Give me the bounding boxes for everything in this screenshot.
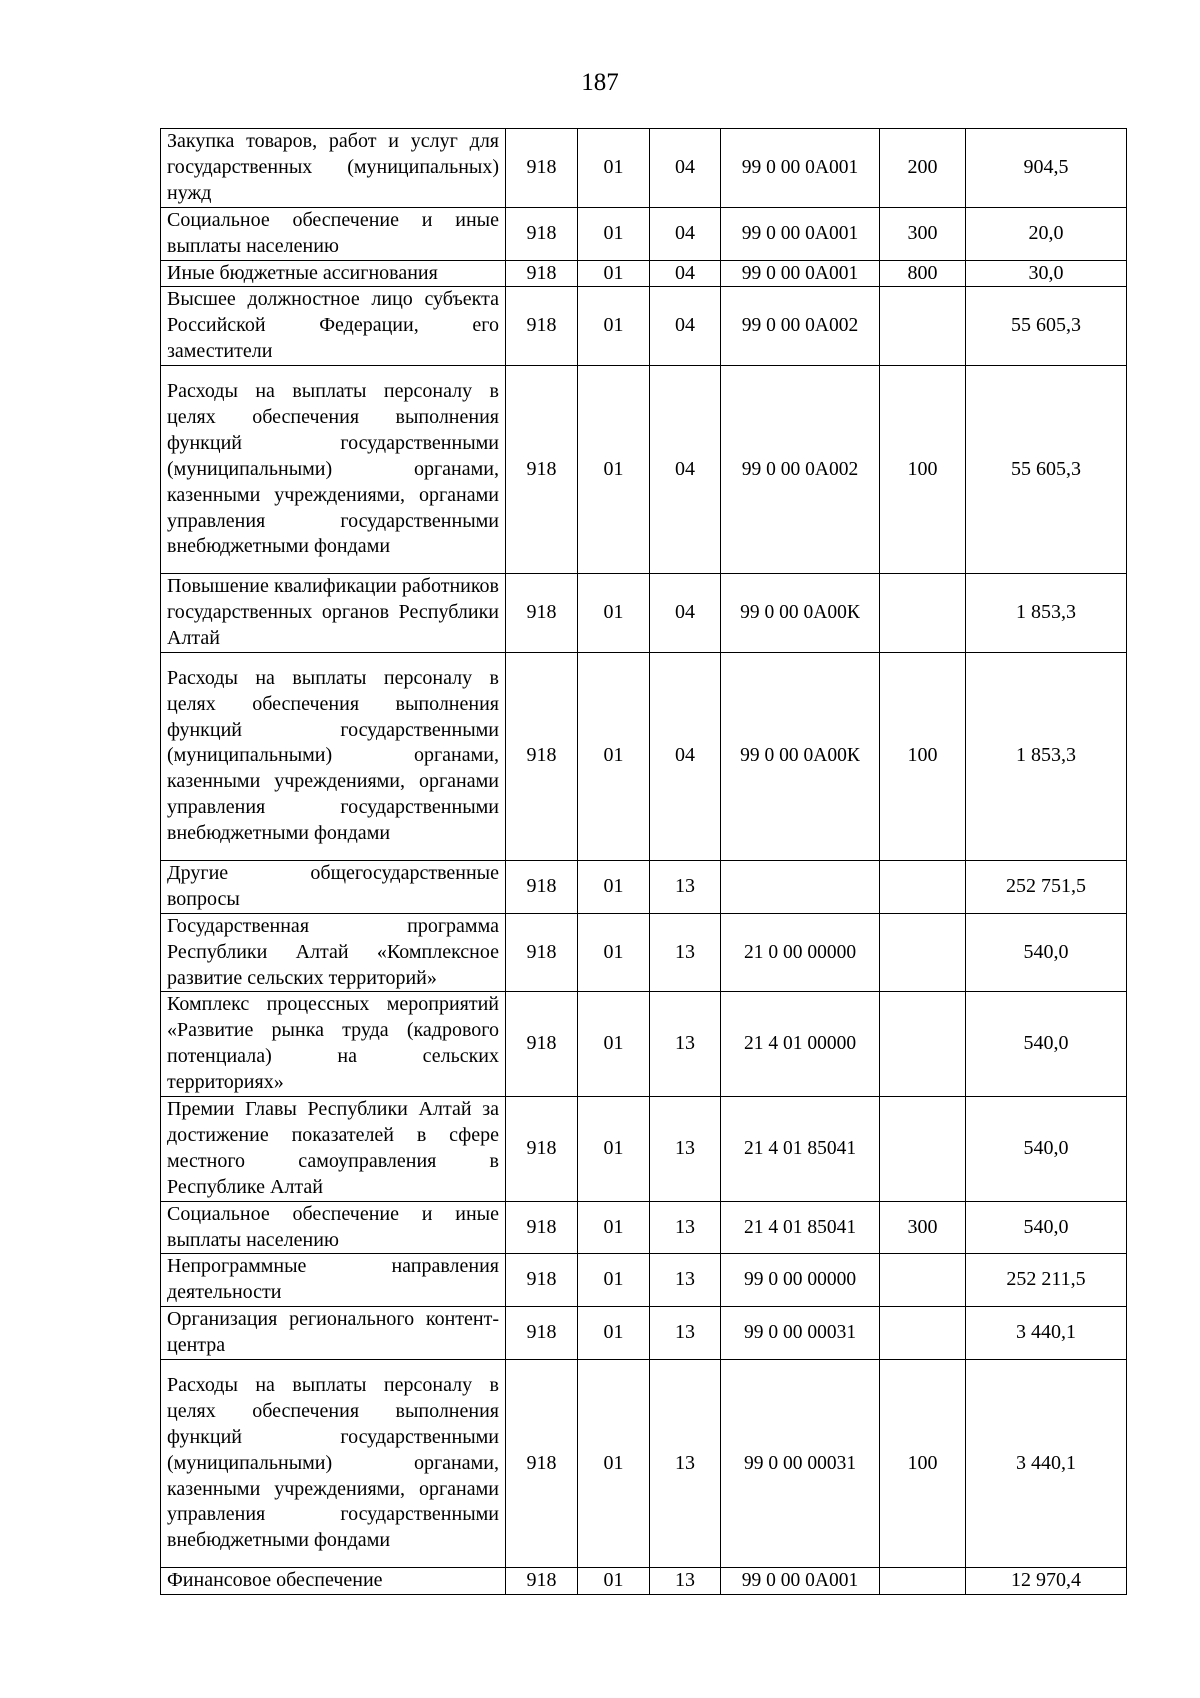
cell-gr: 918: [506, 1201, 578, 1254]
cell-sum: 30,0: [966, 260, 1127, 287]
cell-name: Расходы на выплаты персоналу в целях обеспечения выполнения функций государственными (муниципальными) органами, казенными учреждениями, органами управления государственными внебюджетными фондами: [161, 1360, 506, 1568]
cell-csr: 99 0 00 0А001: [721, 1568, 880, 1595]
cell-sum: 252 751,5: [966, 860, 1127, 913]
table-row: [161, 1568, 1127, 1595]
table-row: [161, 574, 1127, 653]
cell-sum: 540,0: [966, 1201, 1127, 1254]
cell-gr: 918: [506, 1254, 578, 1307]
cell-rz: 01: [578, 1254, 650, 1307]
cell-name: Другие общегосударственные вопросы: [161, 860, 506, 913]
table-row: [161, 207, 1127, 260]
cell-csr: 99 0 00 0А00К: [721, 652, 880, 860]
table-row: [161, 366, 1127, 574]
cell-name: Расходы на выплаты персоналу в целях обеспечения выполнения функций государственными (муниципальными) органами, казенными учреждениями, органами управления государственными внебюджетными фондами: [161, 652, 506, 860]
cell-gr: 918: [506, 913, 578, 992]
cell-vr: [880, 1254, 966, 1307]
cell-pr: 13: [650, 1360, 721, 1568]
cell-name: Социальное обеспечение и иные выплаты населению: [161, 207, 506, 260]
cell-name: Повышение квалификации работников государственных органов Республики Алтай: [161, 574, 506, 653]
cell-name: Государственная программа Республики Алтай «Комплексное развитие сельских территорий»: [161, 913, 506, 992]
cell-gr: 918: [506, 860, 578, 913]
cell-name: Непрограммные направления деятельности: [161, 1254, 506, 1307]
table-row: [161, 860, 1127, 913]
cell-rz: 01: [578, 287, 650, 366]
cell-gr: 918: [506, 1097, 578, 1202]
cell-name: Организация регионального контент-центра: [161, 1307, 506, 1360]
cell-pr: 13: [650, 1201, 721, 1254]
cell-sum: 1 853,3: [966, 652, 1127, 860]
cell-csr: 99 0 00 00031: [721, 1360, 880, 1568]
cell-name: Премии Главы Республики Алтай за достижение показателей в сфере местного самоуправления в Республике Алтай: [161, 1097, 506, 1202]
cell-vr: 200: [880, 129, 966, 208]
cell-rz: 01: [578, 129, 650, 208]
cell-sum: 3 440,1: [966, 1360, 1127, 1568]
table-row: [161, 992, 1127, 1097]
cell-vr: 300: [880, 1201, 966, 1254]
cell-pr: 04: [650, 129, 721, 208]
table-row: [161, 1254, 1127, 1307]
cell-sum: 540,0: [966, 1097, 1127, 1202]
cell-gr: 918: [506, 574, 578, 653]
cell-sum: 55 605,3: [966, 366, 1127, 574]
cell-gr: 918: [506, 129, 578, 208]
cell-sum: 3 440,1: [966, 1307, 1127, 1360]
cell-vr: [880, 1097, 966, 1202]
cell-csr: 99 0 00 0А001: [721, 207, 880, 260]
cell-vr: [880, 1568, 966, 1595]
cell-csr: 21 4 01 85041: [721, 1201, 880, 1254]
cell-csr: 21 4 01 00000: [721, 992, 880, 1097]
cell-sum: 540,0: [966, 992, 1127, 1097]
cell-name: Высшее должностное лицо субъекта Российской Федерации, его заместители: [161, 287, 506, 366]
cell-rz: 01: [578, 992, 650, 1097]
cell-csr: 99 0 00 0А00К: [721, 574, 880, 653]
cell-gr: 918: [506, 1568, 578, 1595]
cell-pr: 13: [650, 1307, 721, 1360]
cell-csr: 21 0 00 00000: [721, 913, 880, 992]
cell-rz: 01: [578, 860, 650, 913]
table-row: [161, 129, 1127, 208]
cell-name: Расходы на выплаты персоналу в целях обеспечения выполнения функций государственными (муниципальными) органами, казенными учреждениями, органами управления государственными внебюджетными фондами: [161, 366, 506, 574]
cell-rz: 01: [578, 1307, 650, 1360]
cell-rz: 01: [578, 574, 650, 653]
cell-vr: 800: [880, 260, 966, 287]
cell-rz: 01: [578, 652, 650, 860]
budget-table: [160, 128, 1127, 1595]
cell-name: Иные бюджетные ассигнования: [161, 260, 506, 287]
cell-vr: 100: [880, 652, 966, 860]
table-row: [161, 652, 1127, 860]
cell-rz: 01: [578, 1360, 650, 1568]
cell-pr: 13: [650, 913, 721, 992]
cell-vr: [880, 992, 966, 1097]
cell-pr: 04: [650, 287, 721, 366]
table-body: [161, 129, 1127, 1595]
cell-name: Закупка товаров, работ и услуг для государственных (муниципальных) нужд: [161, 129, 506, 208]
cell-name: Финансовое обеспечение: [161, 1568, 506, 1595]
cell-sum: 55 605,3: [966, 287, 1127, 366]
cell-pr: 04: [650, 366, 721, 574]
cell-gr: 918: [506, 652, 578, 860]
cell-pr: 13: [650, 1097, 721, 1202]
cell-vr: 100: [880, 1360, 966, 1568]
cell-pr: 04: [650, 652, 721, 860]
cell-rz: 01: [578, 1568, 650, 1595]
cell-rz: 01: [578, 366, 650, 574]
cell-pr: 04: [650, 207, 721, 260]
table-row: [161, 913, 1127, 992]
cell-name: Социальное обеспечение и иные выплаты населению: [161, 1201, 506, 1254]
cell-rz: 01: [578, 1097, 650, 1202]
cell-csr: 99 0 00 00031: [721, 1307, 880, 1360]
cell-gr: 918: [506, 1307, 578, 1360]
cell-vr: 100: [880, 366, 966, 574]
cell-gr: 918: [506, 207, 578, 260]
cell-csr: 99 0 00 0А002: [721, 287, 880, 366]
cell-pr: 13: [650, 992, 721, 1097]
cell-sum: 20,0: [966, 207, 1127, 260]
cell-sum: 540,0: [966, 913, 1127, 992]
cell-vr: [880, 1307, 966, 1360]
table-row: [161, 1307, 1127, 1360]
cell-gr: 918: [506, 287, 578, 366]
cell-vr: [880, 287, 966, 366]
cell-sum: 1 853,3: [966, 574, 1127, 653]
cell-gr: 918: [506, 1360, 578, 1568]
cell-gr: 918: [506, 260, 578, 287]
cell-gr: 918: [506, 366, 578, 574]
cell-csr: 99 0 00 0А001: [721, 129, 880, 208]
table-row: [161, 260, 1127, 287]
cell-rz: 01: [578, 207, 650, 260]
table-row: [161, 1097, 1127, 1202]
table-row: [161, 1201, 1127, 1254]
cell-pr: 04: [650, 574, 721, 653]
cell-name: Комплекс процессных мероприятий «Развитие рынка труда (кадрового потенциала) на сельских территориях»: [161, 992, 506, 1097]
cell-pr: 13: [650, 1568, 721, 1595]
cell-pr: 04: [650, 260, 721, 287]
cell-vr: [880, 574, 966, 653]
cell-sum: 904,5: [966, 129, 1127, 208]
table-row: [161, 1360, 1127, 1568]
cell-gr: 918: [506, 992, 578, 1097]
cell-rz: 01: [578, 913, 650, 992]
cell-sum: 252 211,5: [966, 1254, 1127, 1307]
table-row: [161, 287, 1127, 366]
cell-rz: 01: [578, 260, 650, 287]
cell-csr: 21 4 01 85041: [721, 1097, 880, 1202]
cell-pr: 13: [650, 860, 721, 913]
cell-csr: 99 0 00 0А002: [721, 366, 880, 574]
cell-vr: [880, 860, 966, 913]
cell-vr: [880, 913, 966, 992]
page-number: 187: [581, 69, 619, 96]
cell-sum: 12 970,4: [966, 1568, 1127, 1595]
cell-rz: 01: [578, 1201, 650, 1254]
cell-csr: 99 0 00 00000: [721, 1254, 880, 1307]
cell-csr: [721, 860, 880, 913]
cell-pr: 13: [650, 1254, 721, 1307]
cell-vr: 300: [880, 207, 966, 260]
cell-csr: 99 0 00 0А001: [721, 260, 880, 287]
